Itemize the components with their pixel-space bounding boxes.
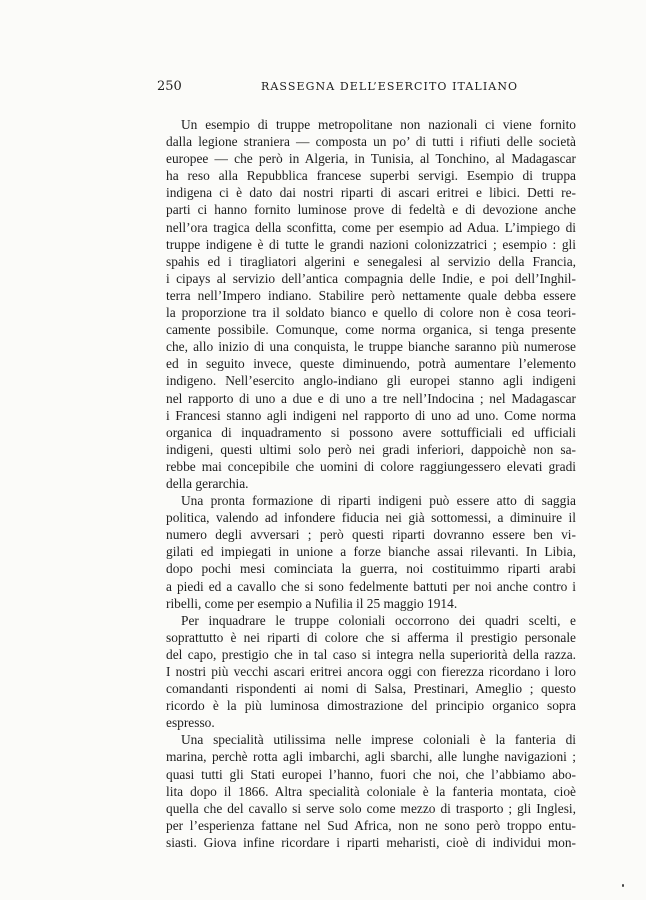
- text-line: ed in seguito invece, queste diminuendo, potrà aumentare l’elemento: [166, 356, 576, 372]
- text-line: ricordo è la più luminosa dimostrazione del principio organico sopra: [166, 698, 576, 714]
- text-line: siasti. Giova infine ricordare i riparti meharisti, cioè di individui mon-: [166, 834, 576, 850]
- running-title: RASSEGNA DELL’ESERCITO ITALIANO: [261, 80, 519, 93]
- text-line: terra nell’Impero indiano. Stabilire però nettamente quale debba essere: [166, 287, 576, 303]
- text-line: europee — che però in Algeria, in Tunisia, al Tonchino, al Madagascar: [166, 151, 576, 167]
- text-line: dalla legione straniera — composta un po’ di tutti i rifiuti delle società: [166, 134, 576, 150]
- paragraph: [166, 116, 576, 492]
- text-line: nel rapporto di uno a due e di uno a tre nell’Indocina ; nel Madagascar: [166, 390, 576, 406]
- text-line: Una pronta formazione di riparti indigeni può essere atto di saggia: [181, 493, 576, 509]
- body-text: [166, 116, 576, 851]
- text-line: spahis ed i tiragliatori algerini e senegalesi al servizio della Francia,: [166, 253, 576, 269]
- text-line: nell’ora tragica della sconfitta, come per esempio ad Adua. L’impiego di: [166, 219, 576, 235]
- text-line: parti ci hanno fornito luminose prove di fedeltà e di devozione anche: [166, 202, 576, 218]
- page-number: 250: [157, 79, 182, 94]
- page-header: [157, 78, 575, 96]
- text-line: comandanti rispondenti ai nomi di Salsa, Prestinari, Ameglio ; questo: [166, 681, 576, 697]
- text-line: organica di inquadramento si possono avere sottufficiali ed ufficiali: [166, 424, 576, 440]
- text-line: a piedi ed a cavallo che si sono fedelmente battuti per noi anche contro i: [166, 578, 576, 594]
- text-line: che, allo inizio di una conquista, le truppe bianche saranno più numerose: [166, 339, 576, 355]
- text-line: truppe indigene è di tutte le grandi nazioni colonizzatrici ; esempio : gli: [166, 236, 576, 252]
- text-line: ha reso alla Repubblica francese superbi servigi. Esempio di truppa: [166, 168, 576, 184]
- text-line: numero degli avversari ; però questi riparti dovranno essere ben vi-: [166, 527, 576, 543]
- text-line: dopo pochi mesi cominciata la guerra, noi costituimmo riparti arabi: [166, 561, 576, 577]
- scan-speck: [622, 884, 624, 887]
- text-line: politica, valendo ad infondere fiducia nei già sottomessi, a diminuire il: [166, 510, 576, 526]
- text-line: marina, perchè rotta agli imbarchi, agli sbarchi, alle lunghe navigazioni ;: [166, 749, 576, 765]
- text-line: i cipays al servizio dell’antica compagnia delle Indie, e poi dell’Inghil-: [166, 270, 576, 286]
- text-line: ribelli, come per esempio a Nufilia il 25 maggio 1914.: [166, 595, 458, 611]
- text-line: quella che del cavallo si serve solo come mezzo di trasporto ; gli Inglesi,: [166, 800, 576, 816]
- text-line: della gerarchia.: [166, 475, 249, 491]
- text-line: del capo, prestigio che in tal caso si integra nella superiorità della razza.: [166, 646, 576, 662]
- paragraph: [166, 492, 576, 612]
- text-line: Una specialità utilissima nelle imprese coloniali è la fanteria di: [181, 732, 576, 748]
- text-line: indigena ci è dato dai nostri riparti di ascari eritrei e libici. Detti re-: [166, 185, 576, 201]
- text-line: camente possibile. Comunque, come norma organica, si tenga presente: [166, 322, 576, 338]
- text-line: indigeni, questi ultimi solo però nei gradi inferiori, dappoichè non sa-: [166, 441, 576, 457]
- text-line: gilati ed impiegati in unione a forze bianche assai rilevanti. In Libia,: [166, 544, 576, 560]
- text-line: quasi tutti gli Stati europei l’hanno, fuori che noi, che l’abbiamo abo-: [166, 766, 576, 782]
- paragraph: [166, 731, 576, 851]
- text-line: lita dopo il 1866. Altra specialità coloniale è la fanteria montata, cioè: [166, 783, 576, 799]
- text-line: la proporzione tra il soldato bianco e quello di colore non è cosa teori-: [166, 305, 576, 321]
- text-line: Un esempio di truppe metropolitane non nazionali ci viene fornito: [181, 117, 576, 132]
- text-line: soprattutto è nei riparti di colore che si afferma il prestigio personale: [166, 629, 576, 645]
- paragraph: [166, 612, 576, 732]
- text-line: I nostri più vecchi ascari eritrei ancora oggi con fierezza ricordano i loro: [166, 664, 576, 679]
- text-line: rebbe mai concepibile che uomini di colore raggiungessero elevati gradi: [166, 458, 576, 474]
- text-line: espresso.: [166, 715, 215, 731]
- text-line: Per inquadrare le truppe coloniali occorrono dei quadri scelti, e: [181, 612, 576, 628]
- text-line: indigeno. Nell’esercito anglo-indiano gli europei stanno agli indigeni: [166, 373, 576, 389]
- text-line: i Francesi stanno agli indigeni nel rapporto di uno ad uno. Come norma: [166, 407, 576, 423]
- text-line: per l’esperienza fattane nel Sud Africa, non ne sono però troppo entu-: [166, 817, 576, 833]
